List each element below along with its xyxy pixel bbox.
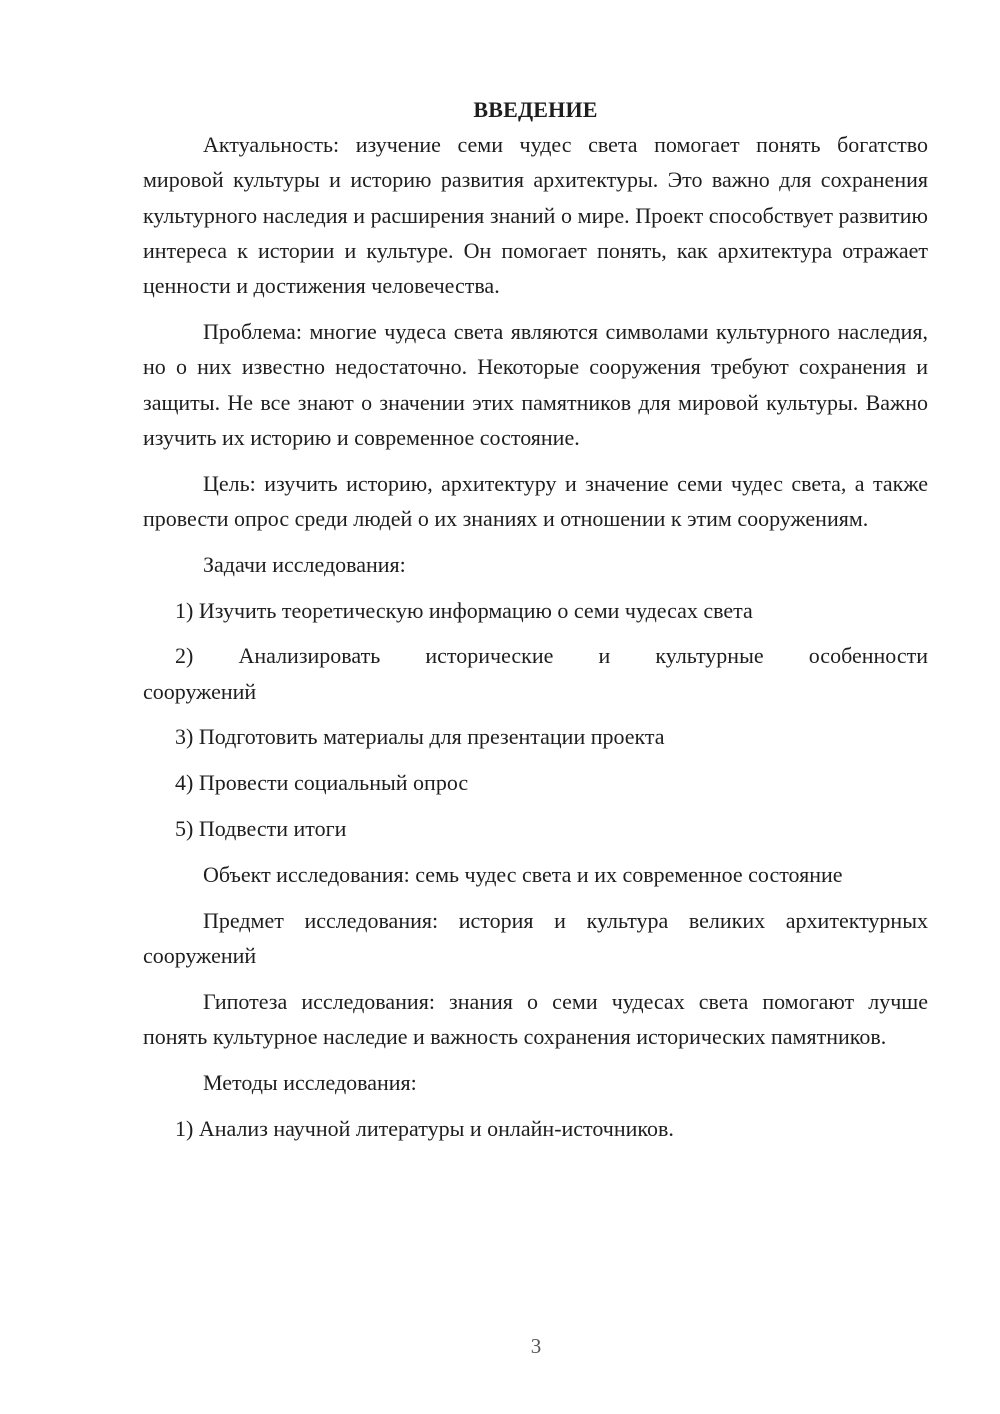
task-item-2: 2) Анализировать исторические и культурные особенности сооружений (143, 643, 928, 704)
paragraph-object: Объект исследования: семь чудес света и их современное состояние (203, 861, 843, 887)
task-item-4: 4) Провести социальный опрос (175, 770, 469, 796)
paragraph-problem: Проблема: многие чудеса света являются символами культурного наследия, но о них известно недостаточно. Некоторые сооружения требуют сохранения и защиты. Не все знают о значении этих памятников для мировой культуры. Важно изучить их историю и современное состояние. (143, 318, 928, 450)
method-item-1: 1) Анализ научной литературы и онлайн-источников. (175, 1115, 674, 1141)
task-item-5: 5) Подвести итоги (175, 816, 347, 842)
tasks-heading: Задачи исследования: (203, 551, 406, 577)
paragraph-hypothesis: Гипотеза исследования: знания о семи чудесах света помогают лучше понять культурное наследие и важность сохранения исторических памятников. (143, 988, 928, 1050)
task-item-3: 3) Подготовить материалы для презентации проекта (175, 724, 665, 750)
paragraph-subject: Предмет исследования: история и культура великих архитектурных сооружений (143, 907, 928, 968)
page-content (143, 92, 928, 1156)
page-number: 3 (530, 1334, 542, 1358)
paragraph-relevance: Актуальность: изучение семи чудес света помогает понять богатство мировой культуры и историю развития архитектуры. Это важно для сохранения культурного наследия и расширения знаний о мире. Проект способствует развитию интереса к истории и культуре. Он помогает понять, как архитектура отражает ценности и достижения человечества. (143, 132, 928, 299)
task-item-1: 1) Изучить теоретическую информацию о семи чудесах света (175, 597, 753, 623)
paragraph-goal: Цель: изучить историю, архитектуру и значение семи чудес света, а также провести опрос среди людей о их знаниях и отношении к этим сооружениям. (143, 470, 928, 531)
methods-heading: Методы исследования: (203, 1069, 417, 1095)
section-title: ВВЕДЕНИЕ (473, 97, 598, 122)
